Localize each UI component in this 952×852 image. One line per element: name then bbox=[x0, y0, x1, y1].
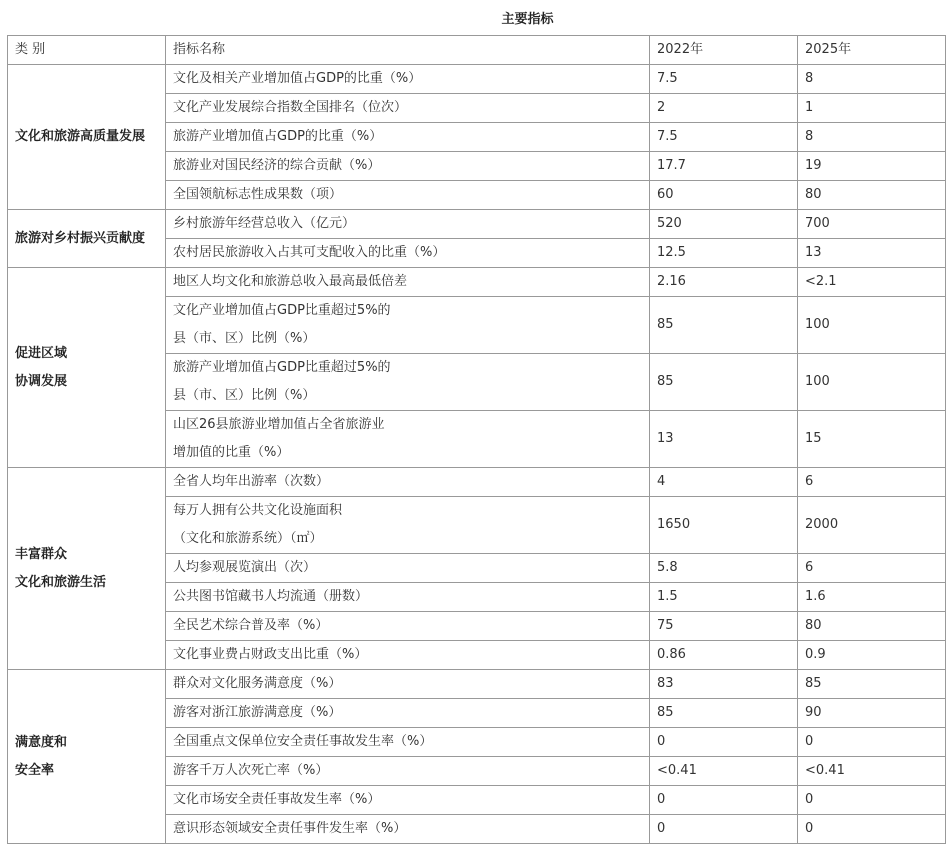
indicator-name-cell bbox=[166, 728, 650, 757]
indicator-name: 旅游业对国民经济的综合贡献（%） bbox=[173, 158, 381, 173]
table-row bbox=[8, 268, 946, 297]
header-2022: 2022年 bbox=[650, 36, 798, 65]
value-2022: 0 bbox=[650, 728, 798, 757]
value-2022: 520 bbox=[650, 210, 798, 239]
indicator-name-cell bbox=[166, 65, 650, 94]
indicator-name-cell bbox=[166, 786, 650, 815]
table-row bbox=[8, 65, 946, 94]
indicator-name-cell bbox=[166, 123, 650, 152]
value-2025: 100 bbox=[798, 297, 946, 354]
category-label: 安全率 bbox=[15, 762, 55, 778]
value-2025: 13 bbox=[798, 239, 946, 268]
value-2022: <0.41 bbox=[650, 757, 798, 786]
value-2025: <2.1 bbox=[798, 268, 946, 297]
indicator-name: 地区人均文化和旅游总收入最高最低倍差 bbox=[173, 274, 408, 289]
value-2025: 0 bbox=[798, 815, 946, 844]
indicator-name: 全民艺术综合普及率（%） bbox=[173, 618, 329, 633]
value-2022: 7.5 bbox=[650, 65, 798, 94]
category-label: 促进区域 bbox=[15, 345, 68, 361]
table-row bbox=[8, 670, 946, 699]
table-row bbox=[8, 468, 946, 497]
indicator-name-cell bbox=[166, 210, 650, 239]
indicator-name: 县（市、区）比例（%） bbox=[173, 331, 316, 346]
value-2025: 85 bbox=[798, 670, 946, 699]
category-label: 文化和旅游高质量发展 bbox=[15, 129, 146, 144]
indicator-name: 乡村旅游年经营总收入（亿元） bbox=[173, 216, 356, 231]
value-2025: <0.41 bbox=[798, 757, 946, 786]
category-cell bbox=[8, 468, 166, 670]
header-2025: 2025年 bbox=[798, 36, 946, 65]
indicator-name: 农村居民旅游收入占其可支配收入的比重（%） bbox=[173, 245, 446, 260]
value-2025: 8 bbox=[798, 65, 946, 94]
indicator-name-cell bbox=[166, 497, 650, 554]
value-2022: 2.16 bbox=[650, 268, 798, 297]
value-2022: 0 bbox=[650, 786, 798, 815]
indicator-name: 旅游产业增加值占GDP的比重（%） bbox=[173, 129, 383, 144]
indicator-name-cell bbox=[166, 815, 650, 844]
indicator-name: 旅游产业增加值占GDP比重超过5%的 bbox=[173, 360, 391, 375]
value-2022: 85 bbox=[650, 297, 798, 354]
value-2022: 4 bbox=[650, 468, 798, 497]
category-cell bbox=[8, 268, 166, 468]
indicator-name: 文化产业增加值占GDP比重超过5%的 bbox=[173, 303, 391, 318]
indicator-name-cell bbox=[166, 670, 650, 699]
value-2025: 90 bbox=[798, 699, 946, 728]
indicator-name: 每万人拥有公共文化设施面积 bbox=[173, 503, 343, 518]
category-cell bbox=[8, 670, 166, 844]
indicator-name: 群众对文化服务满意度（%） bbox=[173, 676, 342, 691]
category-label: 丰富群众 bbox=[15, 546, 68, 562]
value-2022: 17.7 bbox=[650, 152, 798, 181]
indicator-name: 公共图书馆藏书人均流通（册数） bbox=[173, 589, 369, 604]
indicator-name: 文化市场安全责任事故发生率（%） bbox=[173, 792, 381, 807]
indicator-name: 全国领航标志性成果数（项） bbox=[173, 187, 343, 202]
table-title: 主要指标 bbox=[501, 12, 554, 27]
value-2022: 75 bbox=[650, 612, 798, 641]
value-2025: 6 bbox=[798, 468, 946, 497]
value-2022: 0.86 bbox=[650, 641, 798, 670]
indicators-table bbox=[7, 35, 946, 844]
value-2022: 5.8 bbox=[650, 554, 798, 583]
indicator-name-cell bbox=[166, 583, 650, 612]
indicator-name-cell bbox=[166, 554, 650, 583]
indicator-name-cell bbox=[166, 699, 650, 728]
indicator-name-cell bbox=[166, 757, 650, 786]
indicator-name-cell bbox=[166, 411, 650, 468]
value-2025: 0 bbox=[798, 728, 946, 757]
category-cell bbox=[8, 210, 166, 268]
value-2025: 1.6 bbox=[798, 583, 946, 612]
indicator-name: 文化及相关产业增加值占GDP的比重（%） bbox=[173, 71, 422, 86]
indicator-name-cell bbox=[166, 641, 650, 670]
indicator-name: 山区26县旅游业增加值占全省旅游业 bbox=[173, 417, 385, 432]
value-2025: 8 bbox=[798, 123, 946, 152]
indicator-name: 意识形态领域安全责任事件发生率（%） bbox=[173, 821, 407, 836]
indicator-name-cell bbox=[166, 297, 650, 354]
indicator-name: 文化事业费占财政支出比重（%） bbox=[173, 647, 368, 662]
header-category: 类 别 bbox=[8, 36, 166, 65]
table-row bbox=[8, 210, 946, 239]
indicator-name-cell bbox=[166, 152, 650, 181]
value-2025: 80 bbox=[798, 612, 946, 641]
value-2025: 6 bbox=[798, 554, 946, 583]
value-2022: 1650 bbox=[650, 497, 798, 554]
value-2025: 100 bbox=[798, 354, 946, 411]
value-2022: 12.5 bbox=[650, 239, 798, 268]
indicators-table-body bbox=[8, 36, 946, 844]
value-2022: 13 bbox=[650, 411, 798, 468]
indicator-name: 文化产业发展综合指数全国排名（位次） bbox=[173, 100, 408, 115]
indicator-name: 增加值的比重（%） bbox=[173, 445, 290, 460]
value-2022: 85 bbox=[650, 699, 798, 728]
header-indicator-name: 指标名称 bbox=[166, 36, 650, 65]
indicator-name-cell bbox=[166, 239, 650, 268]
indicator-name-cell bbox=[166, 181, 650, 210]
value-2025: 700 bbox=[798, 210, 946, 239]
value-2022: 1.5 bbox=[650, 583, 798, 612]
category-label: 协调发展 bbox=[15, 373, 68, 389]
value-2022: 60 bbox=[650, 181, 798, 210]
indicator-name-cell bbox=[166, 612, 650, 641]
indicator-name: 人均参观展览演出（次） bbox=[173, 560, 317, 575]
indicator-name: 县（市、区）比例（%） bbox=[173, 388, 316, 403]
value-2025: 80 bbox=[798, 181, 946, 210]
category-label: 文化和旅游生活 bbox=[15, 574, 107, 590]
value-2025: 2000 bbox=[798, 497, 946, 554]
category-label: 满意度和 bbox=[15, 734, 68, 750]
indicator-name-cell bbox=[166, 268, 650, 297]
value-2025: 19 bbox=[798, 152, 946, 181]
indicator-name: 全省人均年出游率（次数） bbox=[173, 474, 330, 489]
value-2025: 0.9 bbox=[798, 641, 946, 670]
value-2022: 7.5 bbox=[650, 123, 798, 152]
indicator-name: 游客对浙江旅游满意度（%） bbox=[173, 705, 342, 720]
value-2025: 1 bbox=[798, 94, 946, 123]
indicator-name: 游客千万人次死亡率（%） bbox=[173, 763, 329, 778]
indicator-name: 全国重点文保单位安全责任事故发生率（%） bbox=[173, 734, 433, 749]
value-2022: 0 bbox=[650, 815, 798, 844]
indicator-name-cell bbox=[166, 354, 650, 411]
value-2025: 15 bbox=[798, 411, 946, 468]
indicator-name-cell bbox=[166, 94, 650, 123]
value-2022: 83 bbox=[650, 670, 798, 699]
category-label: 旅游对乡村振兴贡献度 bbox=[15, 230, 146, 246]
value-2022: 85 bbox=[650, 354, 798, 411]
header-row bbox=[8, 36, 946, 65]
category-cell bbox=[8, 65, 166, 210]
indicator-name: （文化和旅游系统）（㎡） bbox=[173, 531, 323, 546]
value-2022: 2 bbox=[650, 94, 798, 123]
indicator-name-cell bbox=[166, 468, 650, 497]
value-2025: 0 bbox=[798, 786, 946, 815]
